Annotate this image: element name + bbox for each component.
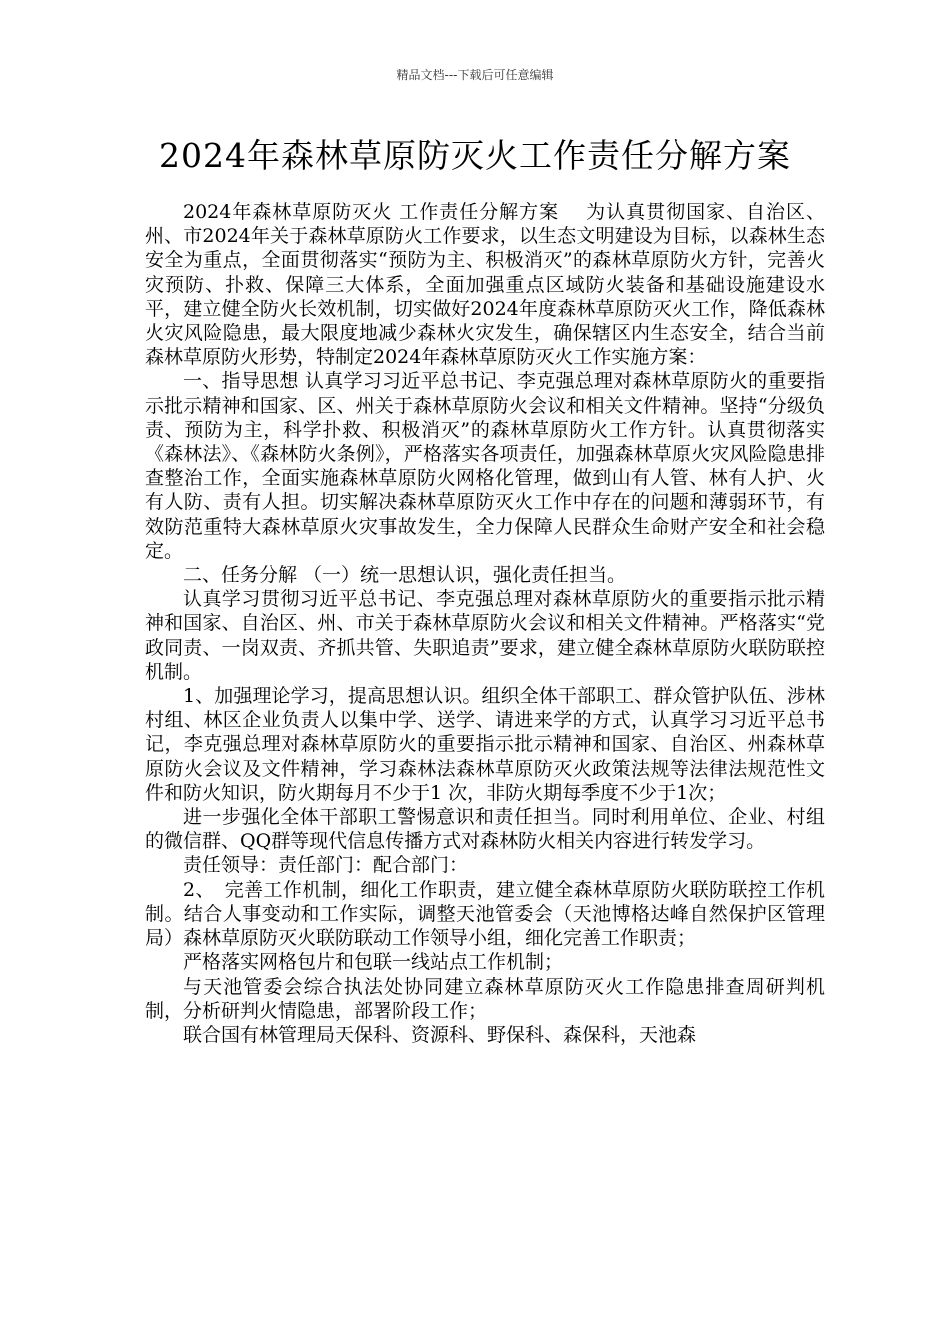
paragraph-item-2: 2、 完善工作机制，细化工作职责，建立健全森林草原防火联防联控工作机制。结合人事变动和工作实际，调整天池管委会（天池博格达峰自然保护区管理局）森林草原防灭火联防联动工作领导小组，细化完善工作职责；: [145, 878, 825, 950]
paragraph-item-1: 1、加强理论学习，提高思想认识。组织全体干部职工、群众管护队伍、涉林村组、林区企业负责人以集中学、送学、请进来学的方式，认真学习习近平总书记，李克强总理对森林草原防火的重要指示批示精神和国家、自治区、州森林草原防火会议及文件精神，学习森林法森林草原防灭火政策法规等法律法规范性文件和防火知识，防火期每月不少于1 次，非防火期每季度不少于1次；: [145, 685, 825, 804]
header-note: 精品文档---下载后可任意编辑: [396, 68, 554, 82]
document-title: 2024年森林草原防灭火工作责任分解方案: [159, 136, 791, 175]
document-body: [145, 200, 825, 1047]
paragraph-guiding-thought: 一、指导思想 认真学习习近平总书记、李克强总理对森林草原防火的重要指示批示精神和国家、区、州关于森林草原防火会议和相关文件精神。坚持“分级负责、预防为主，科学扑救、积极消灭”的森林草原防火工作方针。认真贯彻落实《森林法》、《森林防火条例》，严格落实各项责任，加强森林草原火灾风险隐患排查整治工作，全面实施森林草原防火网格化管理，做到山有人管、林有人护、火有人防、责有人担。切实解决森林草原防灭火工作中存在的问题和薄弱环节，有效防范重特大森林草原火灾事故发生，全力保障人民群众生命财产安全和社会稳定。: [145, 370, 825, 562]
paragraph-task-breakdown: 二、任务分解 （一）统一思想认识，强化责任担当。: [183, 564, 627, 587]
paragraph-joint-forestry: 联合国有林管理局天保科、资源科、野保科、森保科，天池森: [183, 1023, 697, 1046]
paragraph-study-spirit: 认真学习贯彻习近平总书记、李克强总理对森林草原防火的重要指示批示精神和国家、自治区、州、市关于森林草原防火会议和相关文件精神。严格落实“党政同责、一岗双责、齐抓共管、失职追责”要求，建立健全森林草原防火联防联控机制。: [145, 588, 825, 683]
paragraph-awareness: 进一步强化全体干部职工警惕意识和责任担当。同时利用单位、企业、村组的微信群、QQ群等现代信息传播方式对森林防火相关内容进行转发学习。: [145, 806, 825, 853]
paragraph-intro: 2024年森林草原防灭火 工作责任分解方案 为认真贯彻国家、自治区、州、市2024年关于森林草原防火工作要求，以生态文明建设为目标，以森林生态安全为重点，全面贯彻落实“预防为主、积极消灭”的森林草原防火方针，完善火灾预防、扑救、保障三大体系，全面加强重点区域防火装备和基础设施建设水平，建立健全防火长效机制，切实做好2024年度森林草原防灭火工作，降低森林火灾风险隐患，最大限度地减少森林火灾发生，确保辖区内生态安全，结合当前森林草原防火形势，特制定2024年森林草原防灭火工作实施方案：: [145, 201, 825, 369]
paragraph-responsibility: 责任领导：责任部门：配合部门：: [183, 854, 469, 877]
paragraph-weekly-review: 与天池管委会综合执法处协同建立森林草原防灭火工作隐患排查周研判机制，分析研判火情隐患，部署阶段工作；: [145, 975, 825, 1022]
paragraph-grid-mechanism: 严格落实网格包片和包联一线站点工作机制；: [183, 951, 564, 974]
